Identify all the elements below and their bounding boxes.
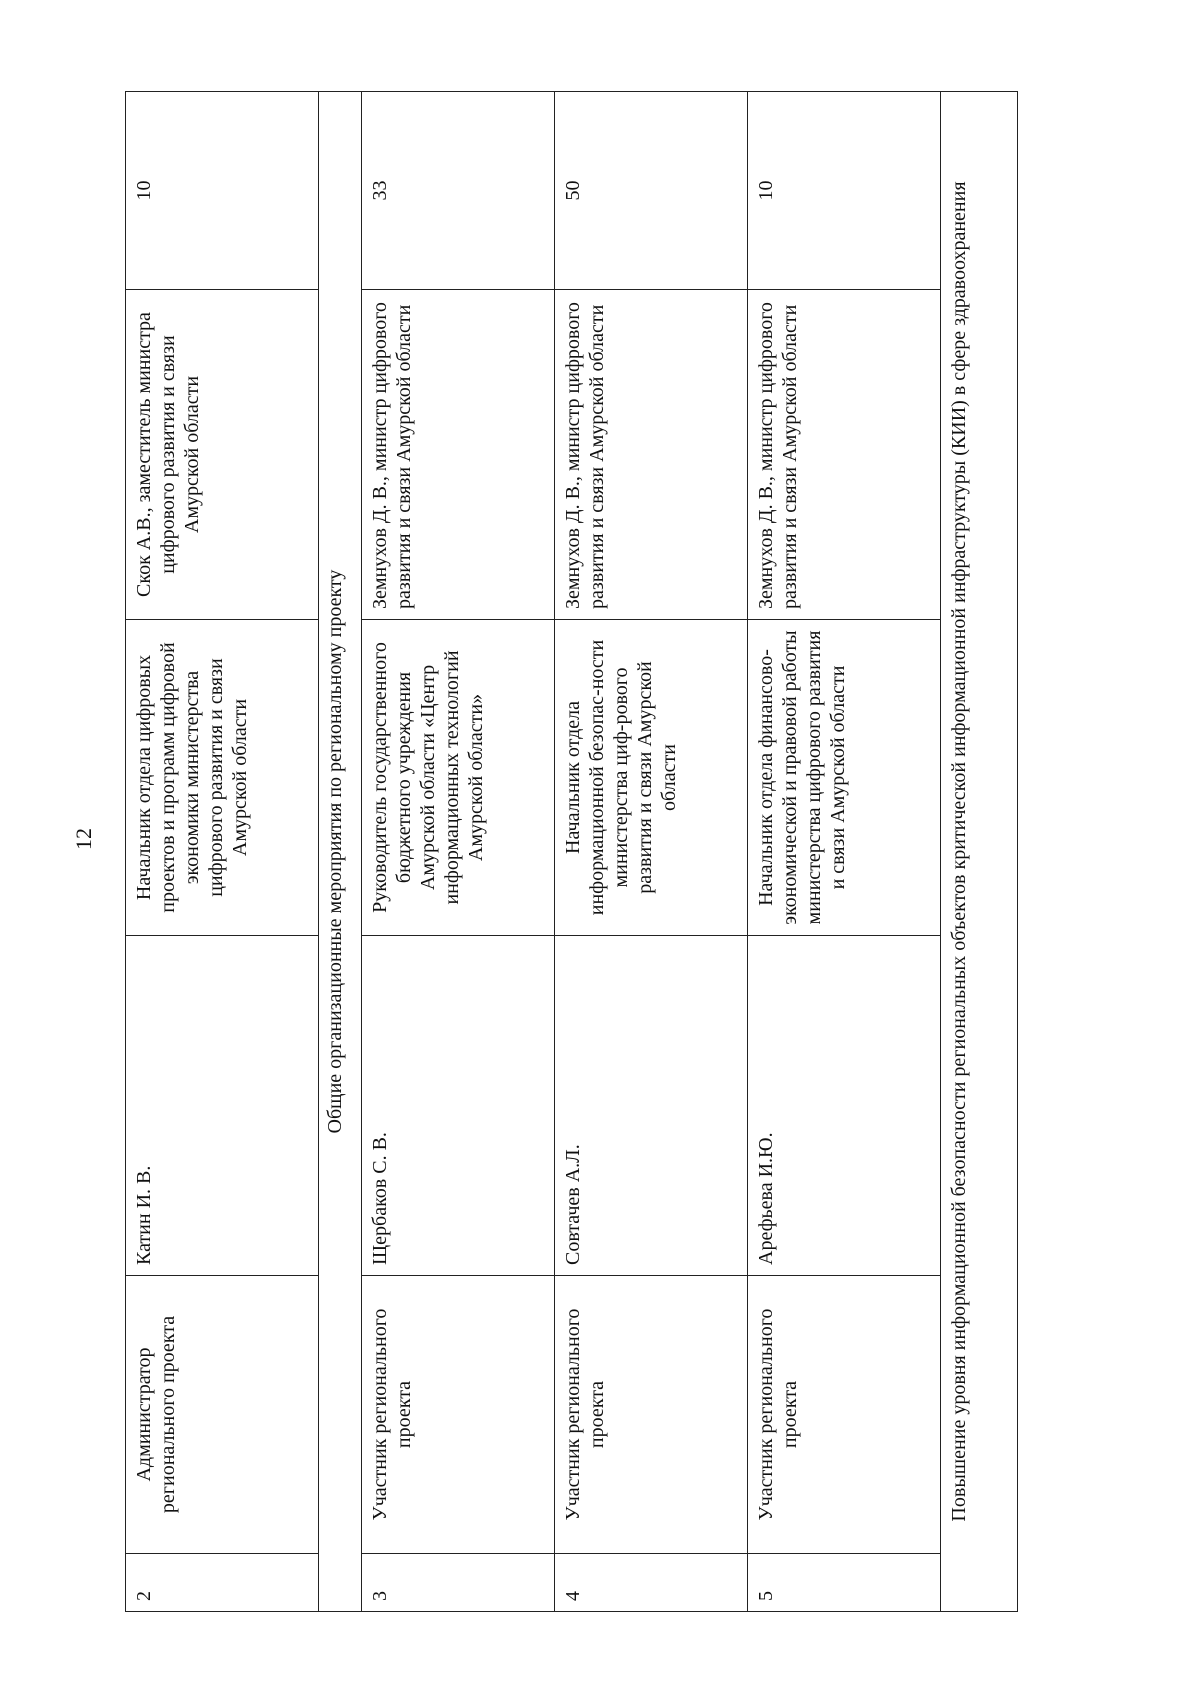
table-row — [748, 92, 941, 1612]
role-cell: Участник регионального проекта — [555, 1276, 748, 1554]
position-cell: Начальник отдела информационной безопас-ности министерства циф-рового развития и связи Амурской области — [555, 620, 748, 936]
row-number: 5 — [748, 1554, 941, 1612]
position-cell: Руководитель государственного бюджетного учреждения Амурской области «Центр информационных технологий Амурской области» — [362, 620, 555, 936]
supervisor-cell: Земнухов Д. В., министр цифрового развития и связи Амурской области — [362, 290, 555, 620]
participants-table-rotated — [125, 92, 1075, 1612]
load-cell: 10 — [126, 92, 319, 290]
person-name: Арефьева И.Ю. — [748, 936, 941, 1276]
position-cell: Начальник отдела финансово-экономической и правовой работы министерства цифрового развития и связи Амурской области — [748, 620, 941, 936]
section-kii-title: Повышение уровня информационной безопасности региональных объектов критической информационной инфраструктуры (КИИ) в сфере здравоохранения — [941, 92, 1018, 1612]
role-cell: Участник регионального проекта — [362, 1276, 555, 1554]
load-cell: 33 — [362, 92, 555, 290]
section-header-row — [319, 92, 362, 1612]
position-cell: Начальник отдела цифровых проектов и программ цифровой экономики министерства цифрового развития и связи Амурской области — [126, 620, 319, 936]
row-number: 3 — [362, 1554, 555, 1612]
row-number: 2 — [126, 1554, 319, 1612]
section-header-row — [941, 92, 1018, 1612]
row-number: 4 — [555, 1554, 748, 1612]
page-number: 12 — [71, 828, 96, 850]
section-general-title: Общие организационные мероприятия по региональному проекту — [319, 92, 362, 1612]
participants-table — [125, 91, 1018, 1612]
role-cell: Участник регионального проекта — [748, 1276, 941, 1554]
table-row — [555, 92, 748, 1612]
load-cell: 10 — [748, 92, 941, 290]
load-cell: 50 — [555, 92, 748, 290]
person-name: Щербаков С. В. — [362, 936, 555, 1276]
table-row — [362, 92, 555, 1612]
supervisor-cell: Земнухов Д. В., министр цифрового развития и связи Амурской области — [748, 290, 941, 620]
supervisor-cell: Земнухов Д. В., министр цифрового развития и связи Амурской области — [555, 290, 748, 620]
person-name: Совтачев А.Л. — [555, 936, 748, 1276]
table-row — [126, 92, 319, 1612]
supervisor-cell: Скок А.В., заместитель министра цифрового развития и связи Амурской области — [126, 290, 319, 620]
person-name: Катин И. В. — [126, 936, 319, 1276]
role-cell: Администратор регионального проекта — [126, 1276, 319, 1554]
